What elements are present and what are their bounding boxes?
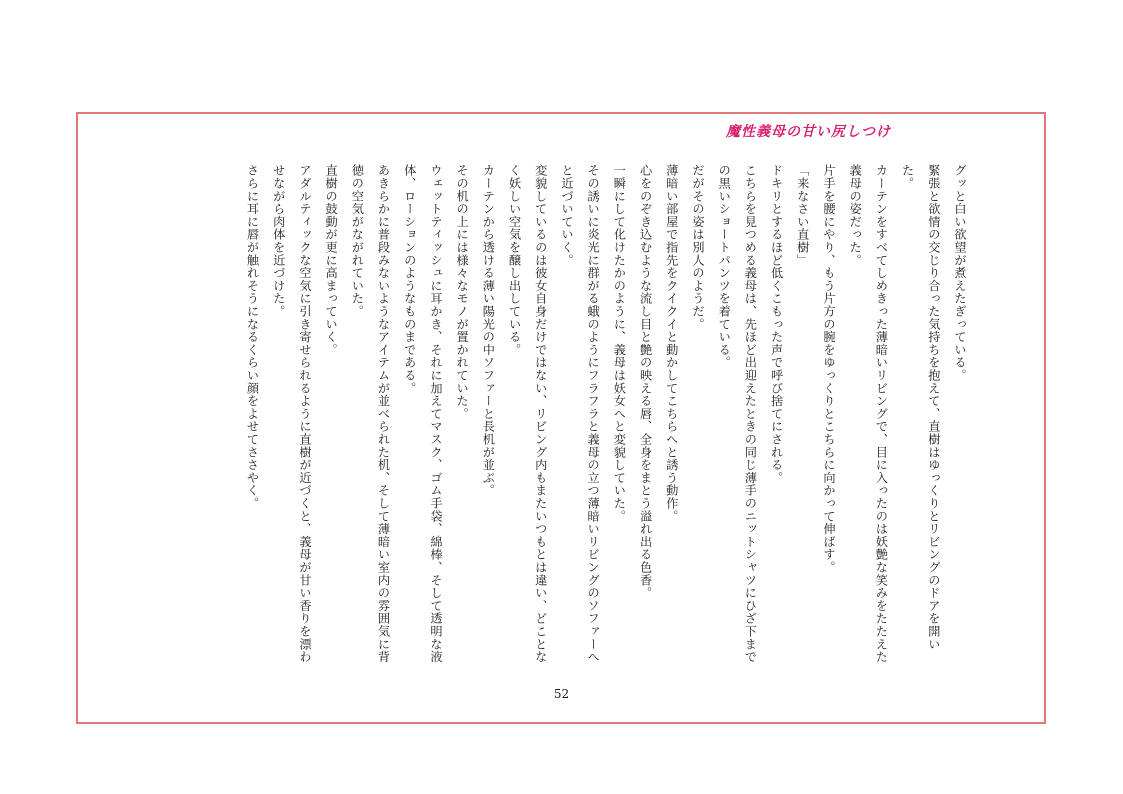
running-header-title: 魔性義母の甘い尻しつけ [726,124,891,140]
paragraph: だがその姿は別人のようだ。 [690,164,705,331]
paragraph: さらに耳に唇が触れそうになるくらい顔をよせてささやく。 [245,164,260,510]
paragraph: 片手を腰にやり、もう片方の腕をゆっくりとこちらに向かって伸ばす。 [821,164,836,574]
paragraph: カーテンをすべてしめきった薄暗いリビングで、目に入ったのは妖艶な笑みをたたえた義母の姿だった。 [848,164,889,664]
page-number: 52 [553,687,570,701]
paragraph: あきらかに普段みないようなアイテムが並べられた机、そして薄暗い室内の雰囲気に背徳の空気がながれていた。 [350,164,391,664]
paragraph: その誘いに炎光に群がる蛾のようにフラフラと義母の立つ薄暗いリビングのソファーへと近づいていく。 [559,164,601,664]
vertical-body-text [239,164,973,670]
paragraph: ウェットティッシュに耳かき、それに加えてマスク、ゴム手袋、綿棒、そして透明な液体、ローションのようなものまである。 [402,164,443,664]
paragraph: 緊張と欲情の交じり合った気持ちを抱えて、直樹はゆっくりとリビングのドアを開いた。 [900,164,941,651]
paragraph: こちらを見つめる義母は、先ほど出迎えたときの同じ薄手のニットシャツにひざ下までの黒いショートパンツを着ている。 [717,164,758,664]
paragraph: カーテンから透ける薄い陽光の中ソファーと長机が並ぶ。 [481,164,496,497]
paragraph: 直樹の鼓動が更に高まっていく。 [324,164,339,356]
paragraph: 変貌しているのは彼女自身だけではない、リビング内もまたいつもとは違い、どことなく妖しい空気を醸し出している。 [507,164,548,664]
paragraph: 薄暗い部屋で指先をクイクイと動かしてこちらへと誘う動作。 [664,164,679,523]
paragraph: グッと白い欲望が煮えたぎっている。 [953,164,967,382]
paragraph: アダルティックな空気に引き寄せられるように直樹が近づくと、義母が甘い香りを漂わせながら肉体を近づけた。 [271,164,312,664]
paragraph: 「来なさい直樹」 [795,164,810,267]
paragraph: その机の上には様々なモノが置かれていた。 [455,164,470,420]
paragraph: 一瞬にして化けたかのように、義母は妖女へと変貌していた。 [612,164,627,523]
paragraph: 心をのぞき込むような流し目と艶の映える唇、全身をまとう溢れ出る色香。 [638,164,653,600]
paragraph: ドキリとするほど低くこもった声で呼び捨てにされる。 [769,164,784,484]
